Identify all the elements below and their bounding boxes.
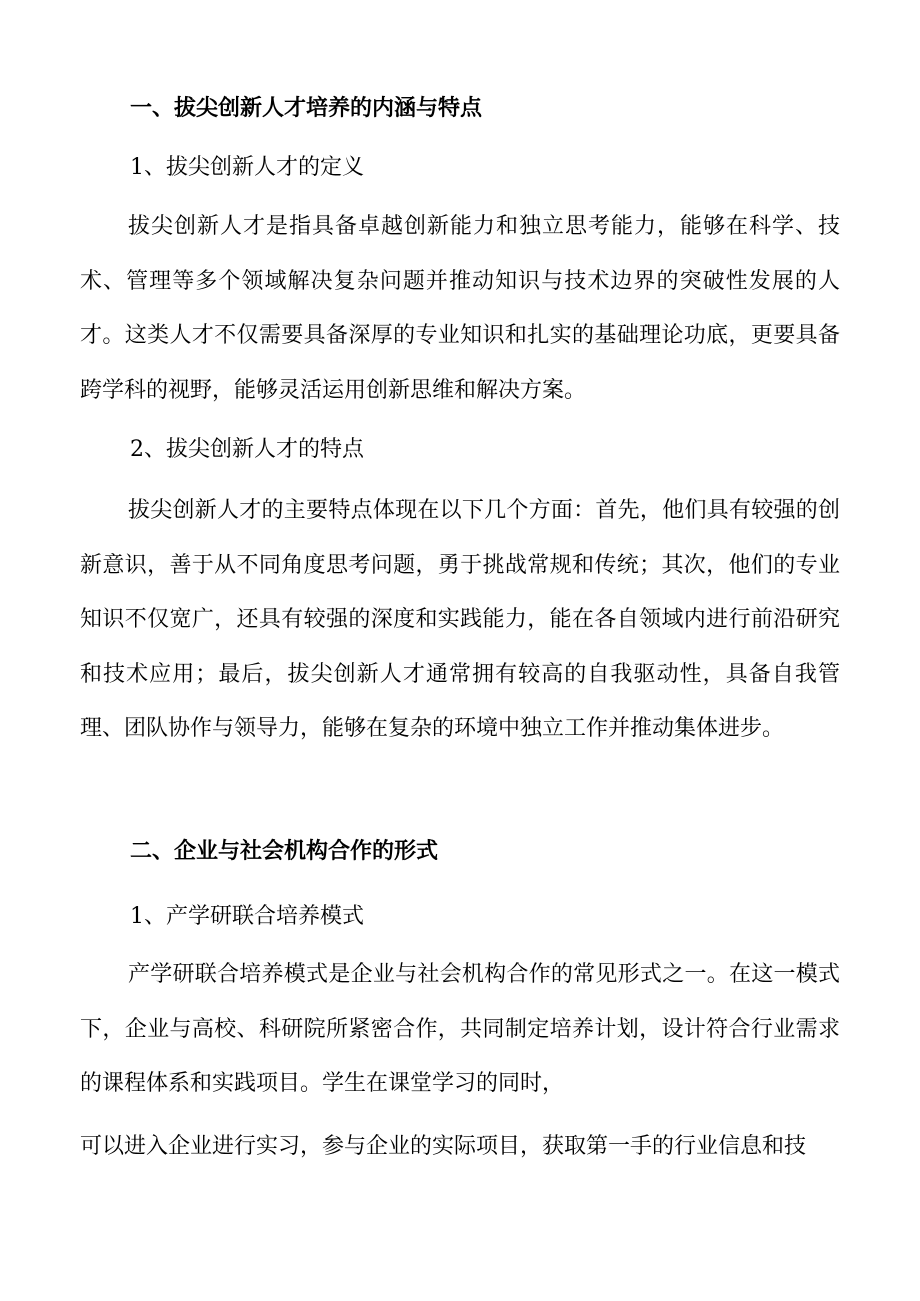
paragraph: 拔尖创新人才的主要特点体现在以下几个方面：首先，他们具有较强的创新意识，善于从不同角度思考问题，勇于挑战常规和传统；其次，他们的专业知识不仅宽广，还具有较强的深度和实践能力，能在各自领域内进行前沿研究和技术应用；最后，拔尖创新人才通常拥有较高的自我驱动性，具备自我管理、团队协作与领导力，能够在复杂的环境中独立工作并推动集体进步。 — [80, 498, 840, 742]
subsection-title: 2、拔尖创新人才的特点 — [130, 437, 364, 462]
subsection-title: 1、产学研联合培养模式 — [130, 904, 364, 929]
subsection-title: 1、拔尖创新人才的定义 — [130, 155, 364, 180]
section-heading: 二、企业与社会机构合作的形式 — [130, 838, 439, 864]
section-heading: 一、拔尖创新人才培养的内涵与特点 — [130, 95, 483, 121]
paragraph: 拔尖创新人才是指具备卓越创新能力和独立思考能力，能够在科学、技术、管理等多个领域解决复杂问题并推动知识与技术边界的突破性发展的人才。这类人才不仅需要具备深厚的专业知识和扎实的基础理论功底，更要具备跨学科的视野，能够灵活运用创新思维和解决方案。 — [80, 214, 840, 403]
paragraph: 产学研联合培养模式是企业与社会机构合作的常见形式之一。在这一模式下，企业与高校、科研院所紧密合作，共同制定培养计划，设计符合行业需求的课程体系和实践项目。学生在课堂学习的同时， — [80, 962, 840, 1097]
paragraph-continuation: 可以进入企业进行实习，参与企业的实际项目，获取第一手的行业信息和技 — [80, 1134, 807, 1159]
